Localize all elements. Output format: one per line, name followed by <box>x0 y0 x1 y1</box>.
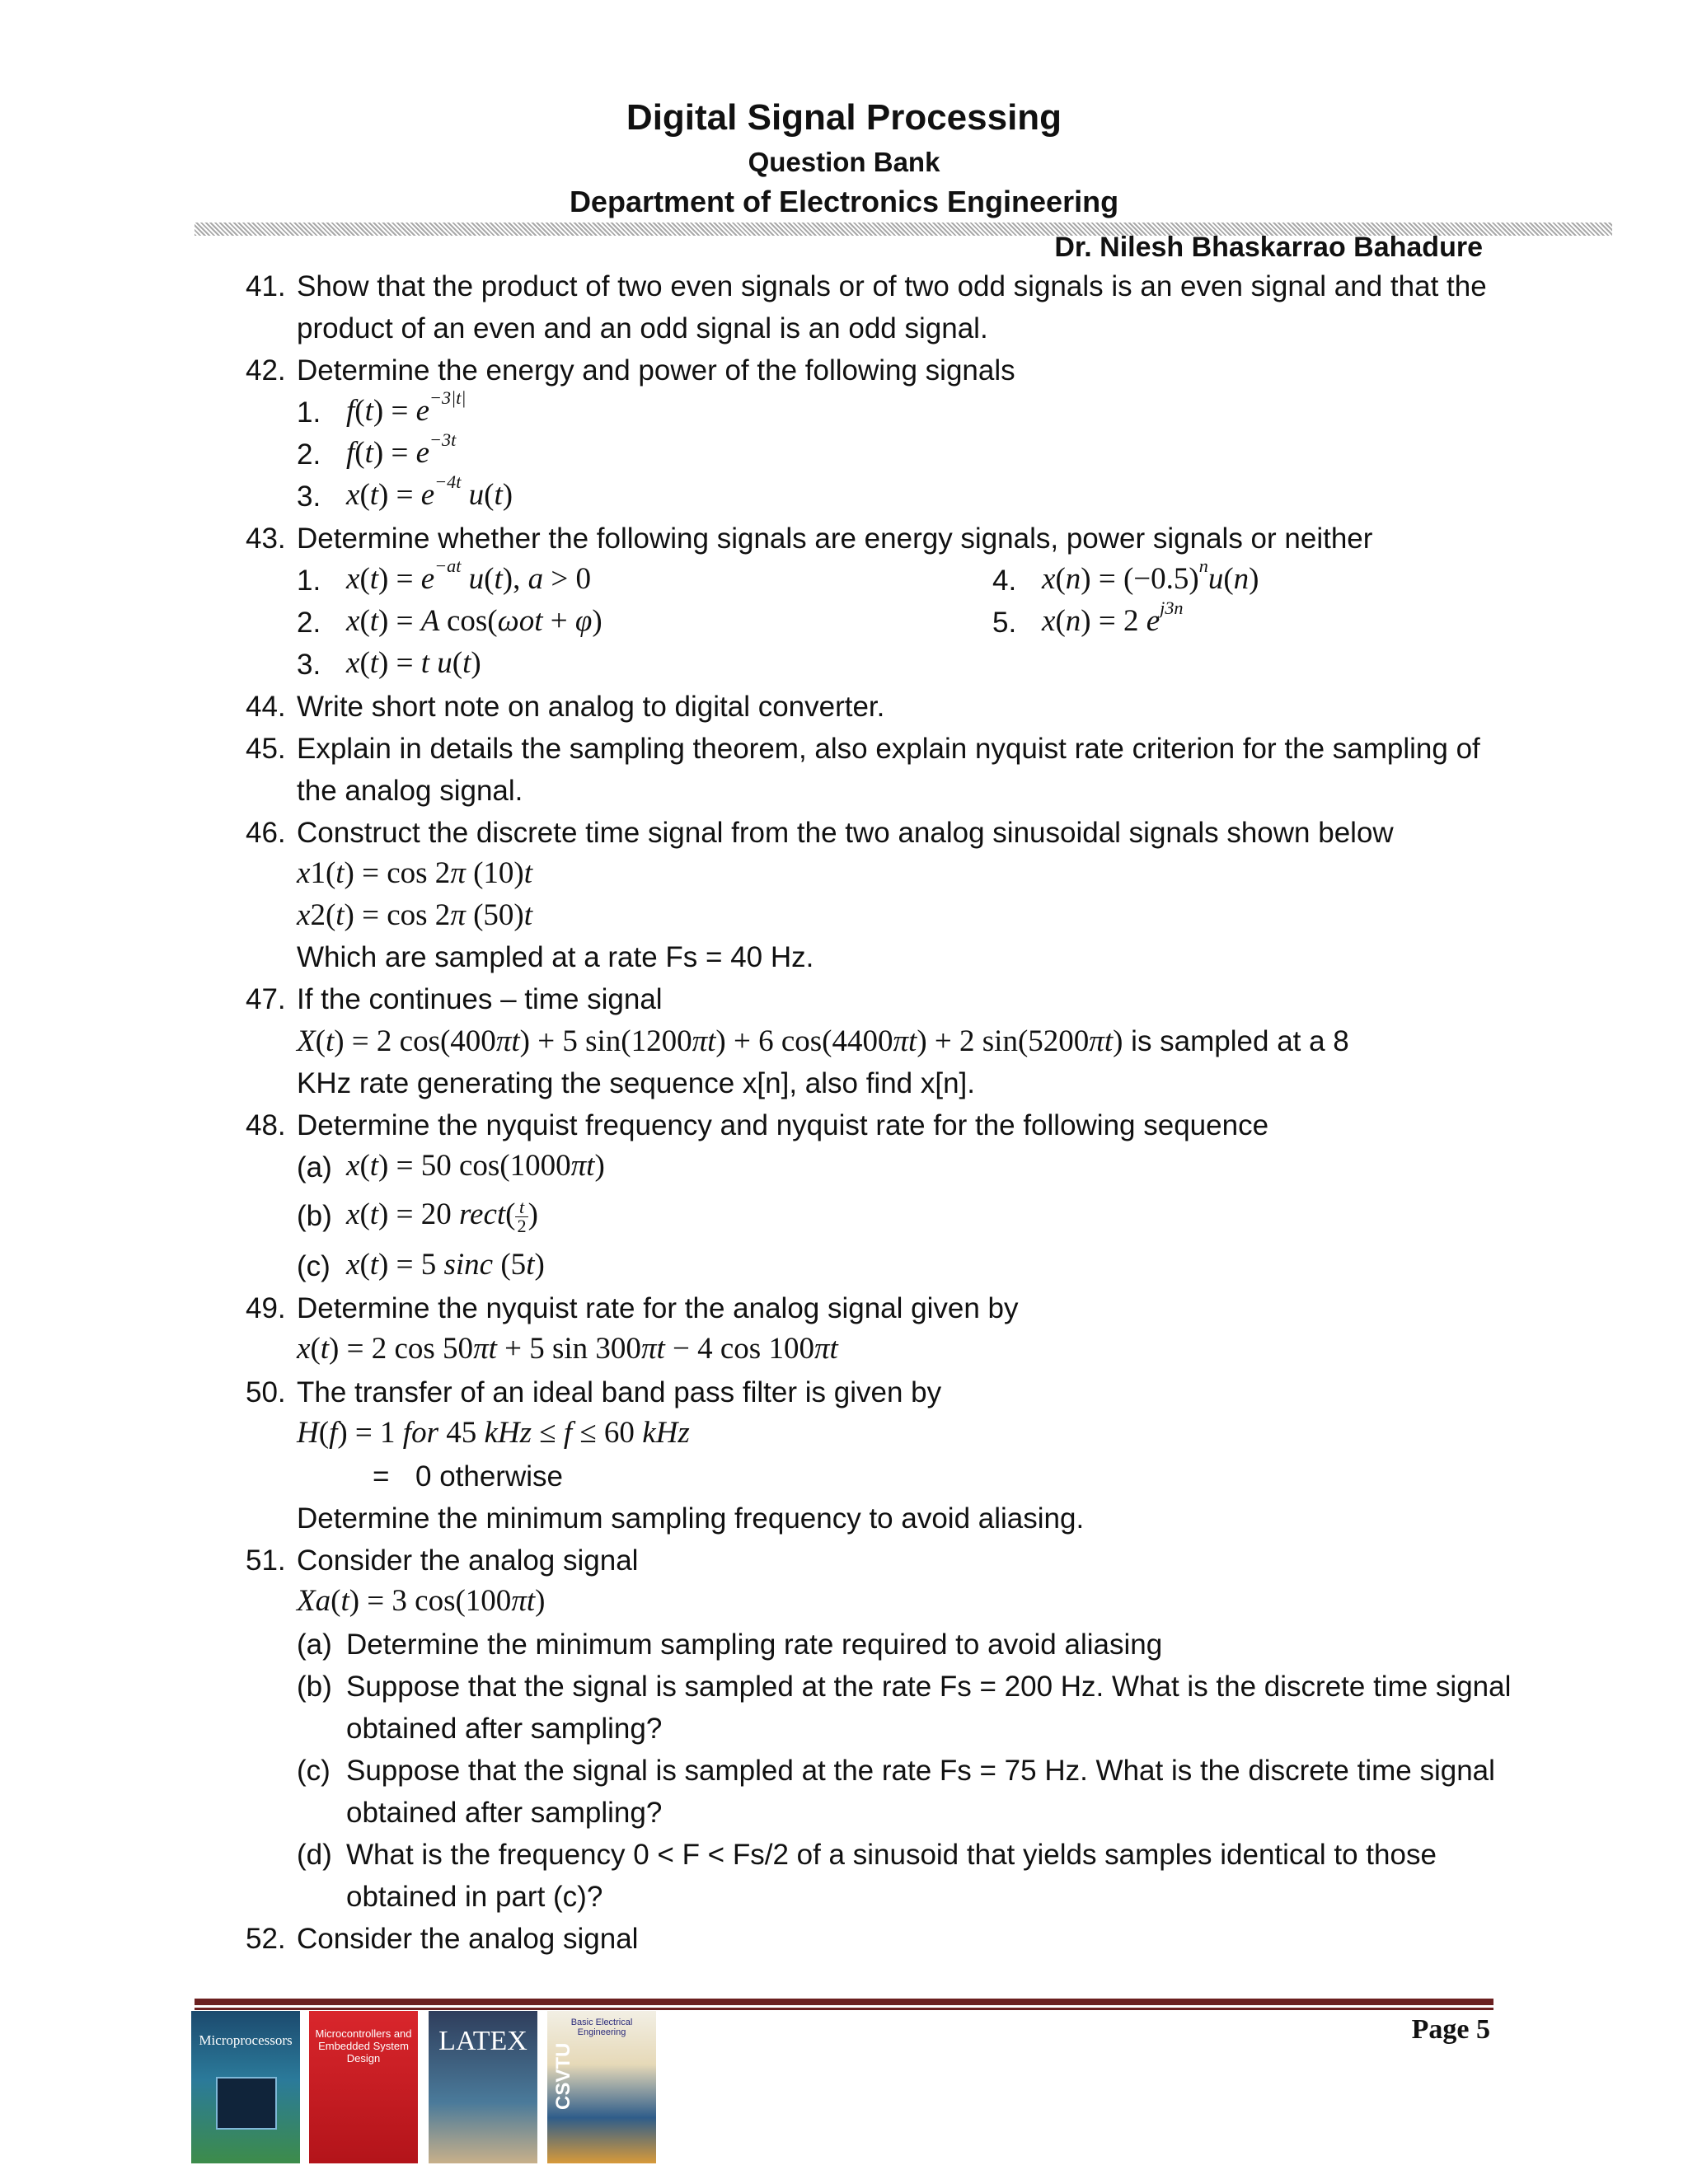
question-number: 48. <box>246 1109 286 1141</box>
question-47-text-cont: KHz rate generating the sequence x[n], also find x[n]. <box>297 1067 975 1099</box>
question-51-d-text-cont: obtained in part (c)? <box>346 1881 603 1913</box>
question-number: 47. <box>246 983 286 1015</box>
list-item-number: 3. <box>297 649 321 681</box>
list-item-label: (c) <box>297 1755 331 1787</box>
list-item-number: 1. <box>297 396 321 429</box>
book-title: Microcontrollers and Embedded System Design <box>315 2027 412 2064</box>
list-item-label: (b) <box>297 1671 332 1703</box>
question-49-text: Determine the nyquist rate for the analog signal given by <box>297 1292 1019 1324</box>
question-number: 52. <box>246 1923 286 1955</box>
equation-43-2: x(t) = A cos(ωot + φ) <box>346 604 603 638</box>
question-number: 43. <box>246 523 286 555</box>
book-title: LATEX <box>438 2026 528 2056</box>
question-51-c-text: Suppose that the signal is sampled at the rate Fs = 75 Hz. What is the discrete time signal <box>346 1755 1495 1787</box>
question-51-b-text-cont: obtained after sampling? <box>346 1713 663 1745</box>
question-number: 49. <box>246 1292 286 1324</box>
question-50-tail: Determine the minimum sampling frequency to avoid aliasing. <box>297 1502 1085 1535</box>
list-item-number: 4. <box>992 565 1017 597</box>
question-41-text: Show that the product of two even signals or of two odd signals is an even signal and that the <box>297 270 1487 302</box>
book-cover-latex <box>429 2011 537 2163</box>
question-number: 44. <box>246 691 286 723</box>
question-number: 46. <box>246 817 286 849</box>
question-50-text: The transfer of an ideal band pass filter is given by <box>297 1376 942 1408</box>
question-43-text: Determine whether the following signals are energy signals, power signals or neither <box>297 523 1373 555</box>
footer-rule-thin <box>195 2008 1493 2010</box>
question-48-text: Determine the nyquist frequency and nyquist rate for the following sequence <box>297 1109 1269 1141</box>
book-cover-microcontrollers <box>309 2011 418 2163</box>
list-item-label: (c) <box>297 1250 331 1282</box>
book-title: Microprocessors <box>199 2032 293 2048</box>
list-item-label: (a) <box>297 1151 332 1183</box>
equation-43-1: $x(t) = e^{-at}$ u(t), a > 0 <box>346 555 591 596</box>
list-item-number: 3. <box>297 480 321 513</box>
question-52-text: Consider the analog signal <box>297 1923 639 1955</box>
equation-48-b: x(t) = 20 rect( $\frac{t}{2}$ ) <box>346 1196 538 1237</box>
equation-49: x(t) = 2 cos 50πt + 5 sin 300πt − 4 cos 100πt <box>297 1332 838 1366</box>
equation-42-2: $f(t) = e^{-3t}$ <box>346 429 457 470</box>
chip-image <box>216 2077 277 2130</box>
question-47-equation-line: X(t) = 2 cos(400πt) + 5 sin(1200πt) + 6 cos(4400πt) + 2 sin(5200πt) is sampled at a 8 <box>297 1024 1349 1058</box>
question-number: 45. <box>246 733 286 765</box>
question-51-b-text: Suppose that the signal is sampled at the rate Fs = 200 Hz. What is the discrete time signal <box>346 1671 1512 1703</box>
equation-48-c: x(t) = 5 sinc (5t) <box>346 1248 545 1282</box>
question-44-text: Write short note on analog to digital converter. <box>297 691 885 723</box>
document-title: Digital Signal Processing <box>626 97 1062 138</box>
question-51-c-text-cont: obtained after sampling? <box>346 1797 663 1829</box>
question-51-d-text: What is the frequency 0 < F < Fs/2 of a sinusoid that yields samples identical to those <box>346 1839 1437 1871</box>
equation-48-a: x(t) = 50 cos(1000πt) <box>346 1149 605 1183</box>
page-number: Page 5 <box>1411 2014 1490 2045</box>
question-42-text: Determine the energy and power of the following signals <box>297 354 1015 387</box>
equation-50-2: 0 otherwise <box>415 1460 563 1493</box>
book-cover-microprocessors <box>191 2011 300 2163</box>
equation-50-1: H(f) = 1 for 45 kHz ≤ f ≤ 60 kHz <box>297 1416 690 1450</box>
question-51-text: Consider the analog signal <box>297 1544 639 1577</box>
question-46-tail: Which are sampled at a rate Fs = 40 Hz. <box>297 941 814 973</box>
question-45-text: Explain in details the sampling theorem, also explain nyquist rate criterion for the sampling of <box>297 733 1480 765</box>
question-number: 50. <box>246 1376 286 1408</box>
list-item-number: 2. <box>297 438 321 471</box>
book-cover-electrical <box>547 2011 656 2163</box>
question-47-eq-tail: is sampled at a 8 <box>1123 1025 1349 1057</box>
equation-43-3: x(t) = t u(t) <box>346 646 481 680</box>
list-item-number: 1. <box>297 565 321 597</box>
equation-46-2: x2(t) = cos 2π (50)t <box>297 898 533 932</box>
list-item-number: 5. <box>992 607 1017 639</box>
list-item-label: (b) <box>297 1200 332 1232</box>
equals-sign: = <box>373 1460 390 1493</box>
equation-51: Xa(t) = 3 cos(100πt) <box>297 1584 546 1618</box>
list-item-label: (a) <box>297 1629 332 1661</box>
question-46-text: Construct the discrete time signal from the two analog sinusoidal signals shown below <box>297 817 1394 849</box>
book-title: Basic Electrical Engineering <box>570 2018 633 2037</box>
question-number: 51. <box>246 1544 286 1577</box>
question-47-text: If the continues – time signal <box>297 983 663 1015</box>
equation-42-1: $f(t) = e^{-3|t|}$ <box>346 387 467 428</box>
question-51-a-text: Determine the minimum sampling rate required to avoid aliasing <box>346 1629 1163 1661</box>
question-45-text-cont: the analog signal. <box>297 775 523 807</box>
list-item-number: 2. <box>297 607 321 639</box>
author-name: Dr. Nilesh Bhaskarrao Bahadure <box>1054 232 1483 263</box>
equation-43-5: x(n) = 2 $e^{j3n}$ <box>1042 598 1184 638</box>
footer-rule <box>195 1999 1493 2005</box>
equation-42-3: $x(t) = e^{-4t}$ u(t) <box>346 471 513 512</box>
document-subtitle: Question Bank <box>748 147 940 177</box>
department-name: Department of Electronics Engineering <box>569 185 1119 218</box>
equation-43-4: $x(n) = (-0.5)^nu(n)$ <box>1042 555 1259 596</box>
question-41-text-cont: product of an even and an odd signal is an odd signal. <box>297 312 988 344</box>
list-item-label: (d) <box>297 1839 332 1871</box>
question-number: 42. <box>246 354 286 387</box>
equation-46-1: x1(t) = cos 2π (10)t <box>297 856 533 890</box>
book-side-label: CSVTU <box>552 2042 574 2110</box>
question-number: 41. <box>246 270 286 302</box>
